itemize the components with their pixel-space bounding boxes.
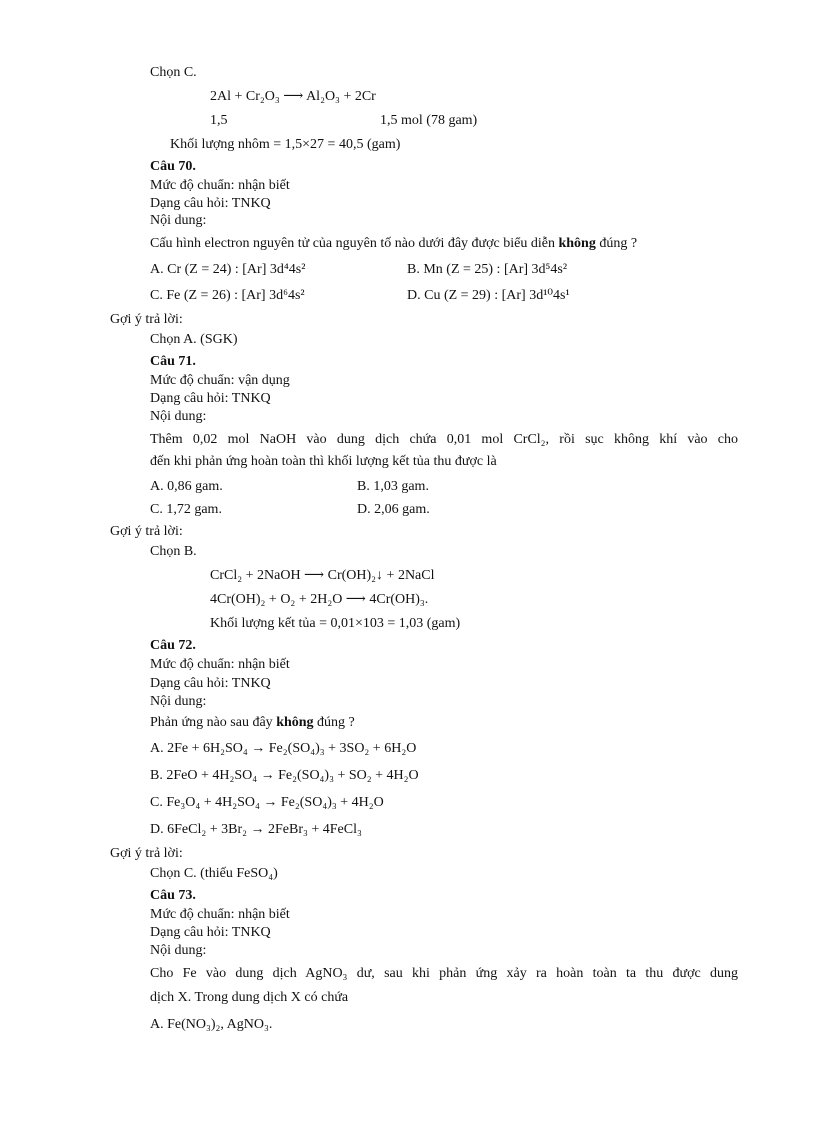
question-71-hint-label: Gợi ý trả lời: — [110, 524, 183, 539]
question-72-title: Câu 72. — [150, 638, 196, 653]
question-70-text: Cấu hình electron nguyên tử của nguyên tố nào dưới đây được biểu diễn không đúng ? — [150, 236, 638, 251]
question-71-title: Câu 71. — [150, 354, 196, 369]
question-70-option-a: A. Cr (Z = 24) : [Ar] 3d⁴4s² — [150, 262, 306, 277]
question-72-option-a: A. 2Fe + 6H₂SO₄ → Fe₂(SO₄)₃ + 3SO₂ + 6H₂O — [150, 741, 417, 756]
question-71-calc: Khối lượng kết tủa = 0,01×103 = 1,03 (gam) — [210, 616, 461, 631]
question-71-answer: Chọn B. — [150, 544, 197, 559]
question-70-hint-label: Gợi ý trả lời: — [110, 312, 183, 327]
question-71-equation-2: 4Cr(OH)₂ + O₂ + 2H₂O ⟶ 4Cr(OH)₃. — [210, 592, 429, 607]
answer-69-equation: 2Al + Cr₂O₃ ⟶ Al₂O₃ + 2Cr — [210, 89, 376, 104]
answer-69-mol-right: 1,5 mol (78 gam) — [380, 113, 478, 128]
answer-69-mol-left: 1,5 — [210, 113, 228, 128]
question-72-option-d: D. 6FeCl₂ + 3Br₂ → 2FeBr₃ + 4FeCl₃ — [150, 822, 362, 837]
question-72-option-b: B. 2FeO + 4H₂SO₄ → Fe₂(SO₄)₃ + SO₂ + 4H₂O — [150, 768, 419, 783]
answer-69-calc: Khối lượng nhôm = 1,5×27 = 40,5 (gam) — [170, 137, 401, 152]
answer-69-choice: Chọn C. — [150, 65, 197, 80]
question-72-answer: Chọn C. (thiếu FeSO₄) — [150, 866, 278, 881]
question-71-option-a: A. 0,86 gam. — [150, 479, 223, 494]
question-71-option-b: B. 1,03 gam. — [357, 479, 429, 494]
question-71-text-line2: đến khi phản ứng hoàn toàn thì khối lượng kết tủa thu được là — [150, 454, 497, 469]
question-70-level: Mức độ chuẩn: nhận biết — [150, 178, 290, 193]
question-71-option-d: D. 2,06 gam. — [357, 502, 430, 517]
question-71-text-line1: Thêm 0,02 mol NaOH vào dung dịch chứa 0,01 mol CrCl₂, rồi sục không khí vào cho — [150, 432, 738, 447]
question-70-option-b: B. Mn (Z = 25) : [Ar] 3d⁵4s² — [407, 262, 568, 277]
question-73-text-line1: Cho Fe vào dung dịch AgNO₃ dư, sau khi phản ứng xảy ra hoàn toàn ta thu được dung — [150, 966, 738, 981]
question-72-hint-label: Gợi ý trả lời: — [110, 846, 183, 861]
question-71-level: Mức độ chuẩn: vận dụng — [150, 373, 290, 388]
question-73-content-label: Nội dung: — [150, 943, 207, 958]
question-71-equation-1: CrCl₂ + 2NaOH ⟶ Cr(OH)₂↓ + 2NaCl — [210, 568, 435, 583]
question-71-option-c: C. 1,72 gam. — [150, 502, 222, 517]
question-73-title: Câu 73. — [150, 888, 196, 903]
question-70-type: Dạng câu hỏi: TNKQ — [150, 196, 271, 211]
question-73-option-a: A. Fe(NO₃)₂, AgNO₃. — [150, 1017, 273, 1032]
question-73-level: Mức độ chuẩn: nhận biết — [150, 907, 290, 922]
question-70-title: Câu 70. — [150, 159, 196, 174]
question-70-option-d: D. Cu (Z = 29) : [Ar] 3d¹⁰4s¹ — [407, 288, 570, 303]
question-73-type: Dạng câu hỏi: TNKQ — [150, 925, 271, 940]
question-71-content-label: Nội dung: — [150, 409, 207, 424]
question-70-option-c: C. Fe (Z = 26) : [Ar] 3d⁶4s² — [150, 288, 305, 303]
question-73-text-line2: dịch X. Trong dung dịch X có chứa — [150, 990, 349, 1005]
question-71-type: Dạng câu hỏi: TNKQ — [150, 391, 271, 406]
question-70-answer: Chọn A. (SGK) — [150, 332, 238, 347]
question-72-type: Dạng câu hỏi: TNKQ — [150, 676, 271, 691]
question-72-option-c: C. Fe₃O₄ + 4H₂SO₄ → Fe₂(SO₄)₃ + 4H₂O — [150, 795, 384, 810]
question-72-level: Mức độ chuẩn: nhận biết — [150, 657, 290, 672]
question-72-text: Phản ứng nào sau đây không đúng ? — [150, 715, 355, 730]
question-70-content-label: Nội dung: — [150, 213, 207, 228]
question-72-content-label: Nội dung: — [150, 694, 207, 709]
